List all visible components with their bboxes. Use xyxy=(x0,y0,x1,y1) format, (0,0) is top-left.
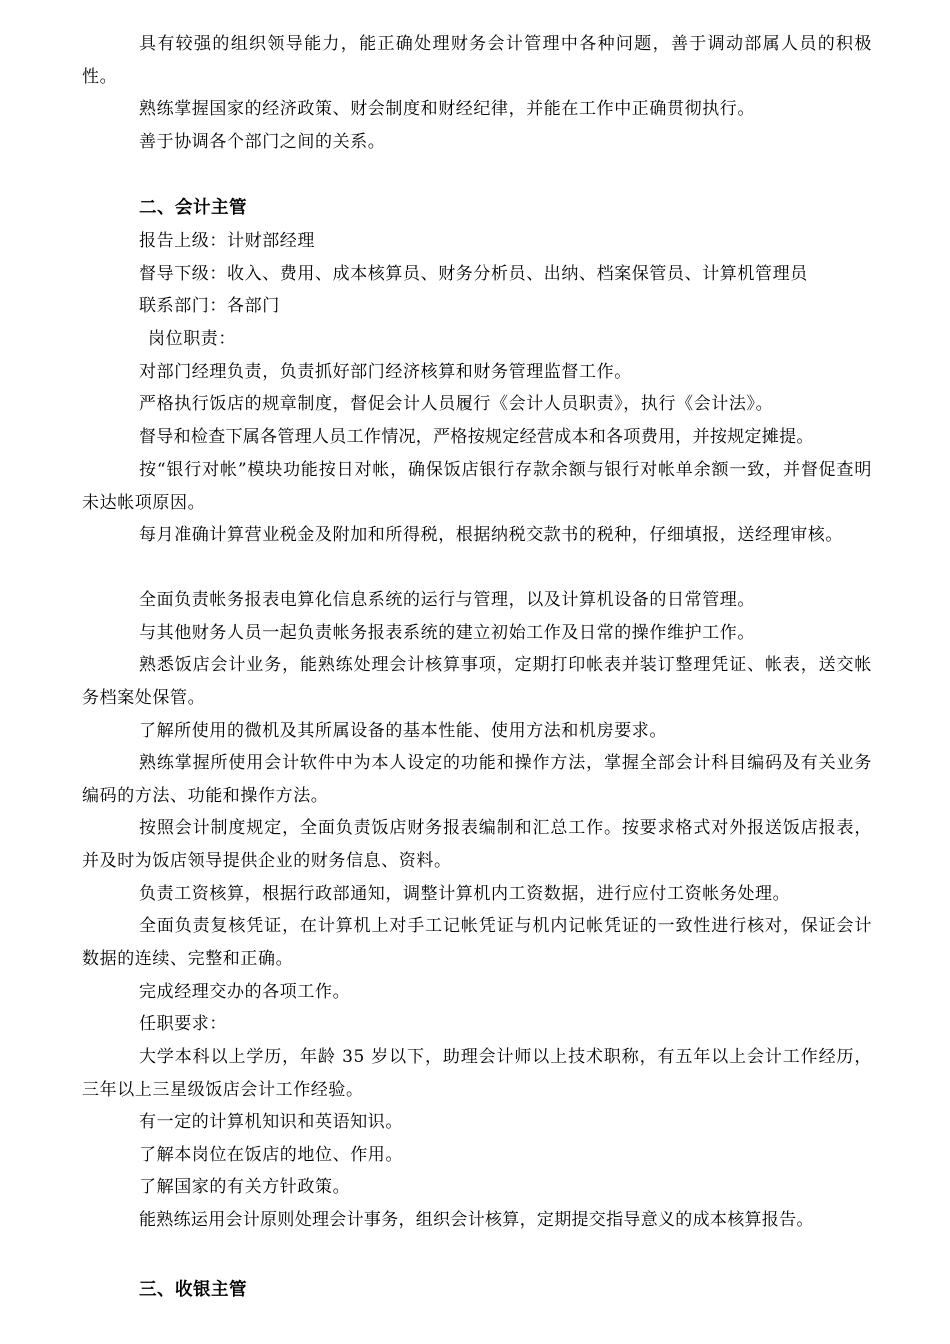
requirement-item: 有一定的计算机知识和英语知识。 xyxy=(139,1112,403,1132)
paragraph-coordination: 善于协调各个部门之间的关系。 xyxy=(139,132,386,152)
duty-item: 全面负责复核凭证，在计算机上对手工记帐凭证与机内记帐凭证的一致性进行核对，保证会计数据的连续、完整和正确。 xyxy=(82,916,872,969)
supervise-line: 督导下级：收入、费用、成本核算员、财务分析员、出纳、档案保管员、计算机管理员 xyxy=(139,264,808,284)
requirements-label: 任职要求： xyxy=(139,1014,227,1034)
duty-item: 督导和检查下属各管理人员工作情况，严格按规定经营成本和各项费用，并按规定摊提。 xyxy=(139,427,814,447)
duty-item: 按照会计制度规定，全面负责饭店财务报表编制和汇总工作。按要求格式对外报送饭店报表，并及时为饭店领导提供企业的财务信息、资料。 xyxy=(82,818,872,871)
requirement-item: 了解本岗位在饭店的地位、作用。 xyxy=(139,1145,403,1165)
duty-item: 对部门经理负责，负责抓好部门经济核算和财务管理监督工作。 xyxy=(139,362,632,382)
requirement-item: 能熟练运用会计原则处理会计事务，组织会计核算，定期提交指导意义的成本核算报告。 xyxy=(139,1210,814,1230)
report-to-line: 报告上级：计财部经理 xyxy=(139,231,315,251)
duty-item: 熟悉饭店会计业务，能熟练处理会计核算事项，定期打印帐表并装订整理凭证、帐表，送交帐务档案处保管。 xyxy=(82,655,872,708)
section-heading-accounting-supervisor: 二、会计主管 xyxy=(139,198,247,218)
duty-item: 按“银行对帐”模块功能按日对帐，确保饭店银行存款余额与银行对帐单余额一致，并督促查明未达帐项原因。 xyxy=(82,460,872,513)
duty-item: 严格执行饭店的规章制度，督促会计人员履行《会计人员职责》，执行《会计法》。 xyxy=(139,394,774,414)
section-heading-cashier-supervisor: 三、收银主管 xyxy=(139,1280,247,1300)
duty-item: 完成经理交办的各项工作。 xyxy=(139,982,351,1002)
contact-line: 联系部门：各部门 xyxy=(139,296,280,316)
duty-item: 了解所使用的微机及其所属设备的基本性能、使用方法和机房要求。 xyxy=(139,721,667,741)
duties-label: 岗位职责： xyxy=(148,329,236,349)
duty-item: 全面负责帐务报表电算化信息系统的运行与管理，以及计算机设备的日常管理。 xyxy=(139,590,755,610)
duty-item: 负责工资核算，根据行政部通知，调整计算机内工资数据，进行应付工资帐务处理。 xyxy=(139,884,791,904)
paragraph-policy: 熟练掌握国家的经济政策、财会制度和财经纪律，并能在工作中正确贯彻执行。 xyxy=(139,99,755,119)
duty-item: 与其他财务人员一起负责帐务报表系统的建立初始工作及日常的操作维护工作。 xyxy=(139,623,755,643)
requirement-item: 大学本科以上学历，年龄 35 岁以下，助理会计师以上技术职称，有五年以上会计工作经历，三年以上三星级饭店会计工作经验。 xyxy=(82,1047,872,1100)
duty-item: 每月准确计算营业税金及附加和所得税，根据纳税交款书的税种，仔细填报，送经理审核。 xyxy=(139,525,843,545)
requirement-item: 了解国家的有关方针政策。 xyxy=(139,1177,351,1197)
duty-item: 熟练掌握所使用会计软件中为本人设定的功能和操作方法，掌握全部会计科目编码及有关业务编码的方法、功能和操作方法。 xyxy=(82,753,872,806)
paragraph-leadership: 具有较强的组织领导能力，能正确处理财务会计管理中各种问题，善于调动部属人员的积极性。 xyxy=(82,34,872,87)
